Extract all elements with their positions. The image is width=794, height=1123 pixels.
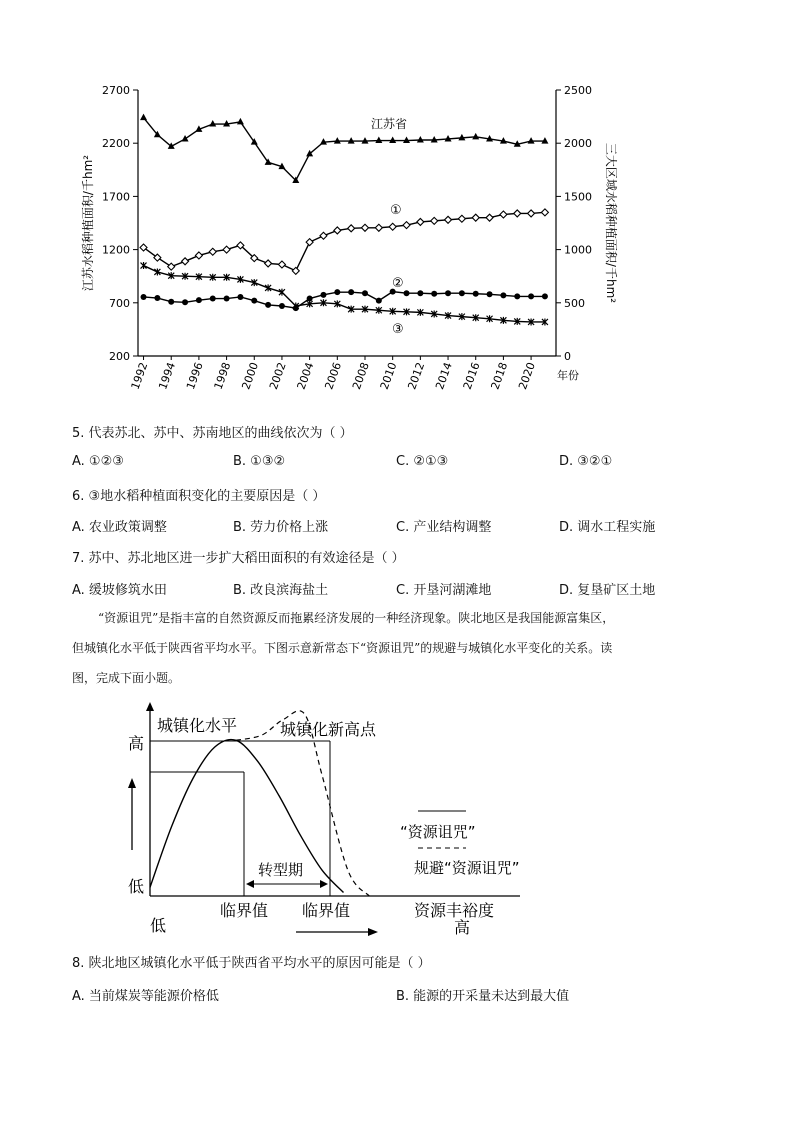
left-tick-label: 2700	[102, 84, 130, 97]
x-tick-label: 2008	[350, 360, 372, 392]
series-label-1: ①	[390, 203, 402, 218]
series-label-2: ②	[392, 276, 404, 291]
x-unit-label: 年份	[557, 369, 579, 382]
right-tick-label: 500	[564, 296, 585, 310]
data-point-diamond	[403, 222, 410, 229]
data-point-triangle	[528, 137, 535, 144]
q8-option-a[interactable]: A. 当前煤炭等能源价格低	[72, 989, 219, 1004]
data-point-dot	[404, 290, 410, 296]
data-point-dot	[210, 296, 216, 302]
data-point-dot	[376, 298, 382, 304]
critical-value-2: 临界值	[301, 901, 351, 920]
series-line-1	[144, 212, 545, 271]
data-point-triangle	[209, 120, 216, 127]
x-tick-label: 2000	[239, 360, 262, 392]
right-tick-label: 1000	[564, 243, 592, 257]
data-point-triangle	[306, 150, 313, 157]
data-point-diamond	[541, 209, 548, 216]
data-point-dot	[279, 303, 285, 309]
question-7-stem: 7. 苏中、苏北地区进一步扩大稻田面积的有效途径是（ ）	[72, 551, 405, 566]
series-line-0	[144, 118, 545, 181]
q5-option-a[interactable]: A. ①②③	[72, 454, 124, 469]
left-tick-label: 200	[109, 350, 130, 363]
data-point-dot	[445, 290, 451, 296]
q7-option-b[interactable]: B. 改良滨海盐土	[233, 583, 329, 598]
right-axis-title: 三大区域水稻种植面积/千hm²	[604, 142, 618, 304]
q5-option-d[interactable]: D. ③②①	[559, 454, 613, 469]
data-point-dot	[334, 289, 340, 295]
passage-line-2: 但城镇化水平低于陕西省平均水平。下图示意新常态下“资源诅咒”的规避与城镇化水平变化的关系。读	[72, 641, 613, 655]
data-point-triangle	[389, 137, 396, 144]
data-point-dot	[514, 293, 520, 299]
data-point-dot	[459, 290, 465, 296]
data-point-dot	[528, 293, 534, 299]
series-label-3: ③	[392, 322, 404, 337]
data-point-dot	[500, 292, 506, 298]
data-point-diamond	[458, 215, 465, 222]
data-point-diamond	[223, 246, 230, 253]
data-point-dot	[348, 289, 354, 295]
data-point-dot	[141, 294, 147, 300]
data-point-dot	[224, 296, 230, 302]
q5-option-c[interactable]: C. ②①③	[396, 454, 449, 469]
data-point-diamond	[265, 260, 272, 267]
data-point-diamond	[486, 214, 493, 221]
data-point-triangle	[472, 133, 479, 140]
x-tick-label: 2010	[377, 360, 400, 392]
y-high-label: 高	[128, 734, 145, 753]
left-tick-label: 1200	[102, 243, 130, 257]
right-tick-label: 2500	[564, 84, 592, 97]
x-tick-label: 2018	[488, 360, 511, 392]
data-point-triangle	[417, 136, 424, 143]
x-tick-label: 2012	[405, 360, 428, 392]
x-tick-label: 2016	[460, 360, 483, 392]
left-tick-label: 700	[109, 296, 130, 310]
data-point-diamond	[278, 261, 285, 268]
data-point-dot	[487, 291, 493, 297]
data-point-triangle	[182, 135, 189, 142]
passage-line-1: “资源诅咒”是指丰富的自然资源反而拖累经济发展的一种经济现象。陕北地区是我国能源富集区，	[98, 611, 615, 625]
data-point-diamond	[306, 239, 313, 246]
x-tick-label: 2014	[433, 360, 455, 392]
y-axis-title: 城镇化水平	[157, 716, 238, 735]
transition-arrow-left	[246, 880, 254, 888]
left-tick-label: 2200	[102, 137, 130, 151]
data-point-dot	[154, 295, 160, 301]
peak-label: 城镇化新高点	[280, 720, 377, 739]
transition-arrow-right	[320, 880, 328, 888]
data-point-dot	[473, 291, 479, 297]
q6-option-d[interactable]: D. 调水工程实施	[559, 520, 656, 535]
q5-option-b[interactable]: B. ①③②	[233, 454, 286, 469]
data-point-diamond	[168, 263, 175, 270]
data-point-dot	[168, 299, 174, 305]
series-label-jiangsu: 江苏省	[371, 117, 408, 131]
data-point-triangle	[541, 137, 548, 144]
resource-curse-diagram	[0, 700, 794, 940]
series-line-2	[144, 292, 545, 308]
x-tick-label: 2004	[294, 360, 317, 392]
data-point-dot	[196, 297, 202, 303]
q7-option-a[interactable]: A. 缓坡修筑水田	[72, 583, 167, 598]
data-point-triangle	[334, 137, 341, 144]
y-low-label: 低	[128, 877, 145, 896]
bottom-arrow-head	[368, 928, 378, 936]
data-point-diamond	[334, 227, 341, 234]
x-tick-label: 2002	[266, 360, 289, 392]
q7-option-c[interactable]: C. 开垦河湖滩地	[396, 583, 492, 598]
left-tick-label: 1700	[102, 190, 130, 204]
data-point-diamond	[375, 224, 382, 231]
x-tick-label: 1996	[183, 360, 206, 392]
passage-line-3: 图，完成下面小题。	[72, 671, 181, 685]
resource-curse-curve	[150, 740, 344, 893]
x-high-label: 高	[454, 918, 471, 937]
x-axis-title: 资源丰裕度	[414, 901, 495, 920]
data-point-diamond	[348, 225, 355, 232]
question-5-stem: 5. 代表苏北、苏中、苏南地区的曲线依次为（ ）	[72, 426, 353, 441]
x-tick-label: 2020	[516, 360, 538, 392]
right-tick-label: 2000	[564, 137, 592, 151]
data-point-diamond	[389, 223, 396, 230]
data-point-diamond	[500, 211, 507, 218]
data-point-diamond	[195, 252, 202, 259]
data-point-diamond	[361, 224, 368, 231]
data-point-diamond	[514, 210, 521, 217]
q6-option-b[interactable]: B. 劳力价格上涨	[233, 520, 329, 535]
data-point-dot	[362, 290, 368, 296]
data-point-triangle	[348, 137, 355, 144]
data-point-star	[141, 262, 147, 269]
q6-option-a[interactable]: A. 农业政策调整	[72, 520, 167, 535]
data-point-dot	[182, 299, 188, 305]
x-tick-label: 2006	[322, 360, 345, 392]
data-point-diamond	[209, 248, 216, 255]
data-point-dot	[265, 302, 271, 308]
critical-value-1: 临界值	[219, 901, 269, 920]
q7-option-d[interactable]: D. 复垦矿区土地	[559, 583, 656, 598]
rice-area-chart	[0, 70, 794, 400]
question-8-stem: 8. 陕北地区城镇化水平低于陕西省平均水平的原因可能是（ ）	[72, 956, 431, 971]
data-point-diamond	[445, 216, 452, 223]
right-tick-label: 0	[564, 350, 571, 363]
data-point-dot	[417, 290, 423, 296]
data-point-diamond	[182, 258, 189, 265]
x-tick-label: 1992	[128, 360, 151, 392]
data-point-diamond	[417, 218, 424, 225]
legend-avoid-curse: 规避“资源诅咒”	[414, 859, 520, 877]
reading-passage	[72, 603, 722, 693]
x-low-label: 低	[150, 916, 167, 935]
data-point-diamond	[320, 232, 327, 239]
data-point-triangle	[237, 118, 244, 125]
right-tick-label: 1500	[564, 190, 592, 204]
data-point-diamond	[292, 267, 299, 274]
data-point-diamond	[431, 217, 438, 224]
x-tick-label: 1994	[156, 360, 179, 392]
y-axis-arrow	[146, 702, 154, 711]
data-point-triangle	[140, 114, 147, 121]
data-point-dot	[542, 293, 548, 299]
transition-label: 转型期	[258, 861, 304, 879]
q6-option-c[interactable]: C. 产业结构调整	[396, 520, 492, 535]
data-point-dot	[251, 298, 257, 304]
question-6-stem: 6. ③地水稻种植面积变化的主要原因是（ ）	[72, 489, 326, 504]
data-point-diamond	[528, 210, 535, 217]
data-point-dot	[320, 292, 326, 298]
legend-resource-curse: “资源诅咒”	[400, 823, 476, 841]
x-tick-label: 1998	[211, 360, 234, 392]
data-point-diamond	[472, 214, 479, 221]
q8-option-b[interactable]: B. 能源的开采量未达到最大值	[396, 989, 570, 1004]
data-point-dot	[237, 294, 243, 300]
data-point-dot	[431, 291, 437, 297]
up-arrow-head	[128, 778, 136, 788]
data-point-triangle	[375, 137, 382, 144]
left-axis-title: 江苏水稻种植面积/千hm²	[81, 154, 95, 292]
